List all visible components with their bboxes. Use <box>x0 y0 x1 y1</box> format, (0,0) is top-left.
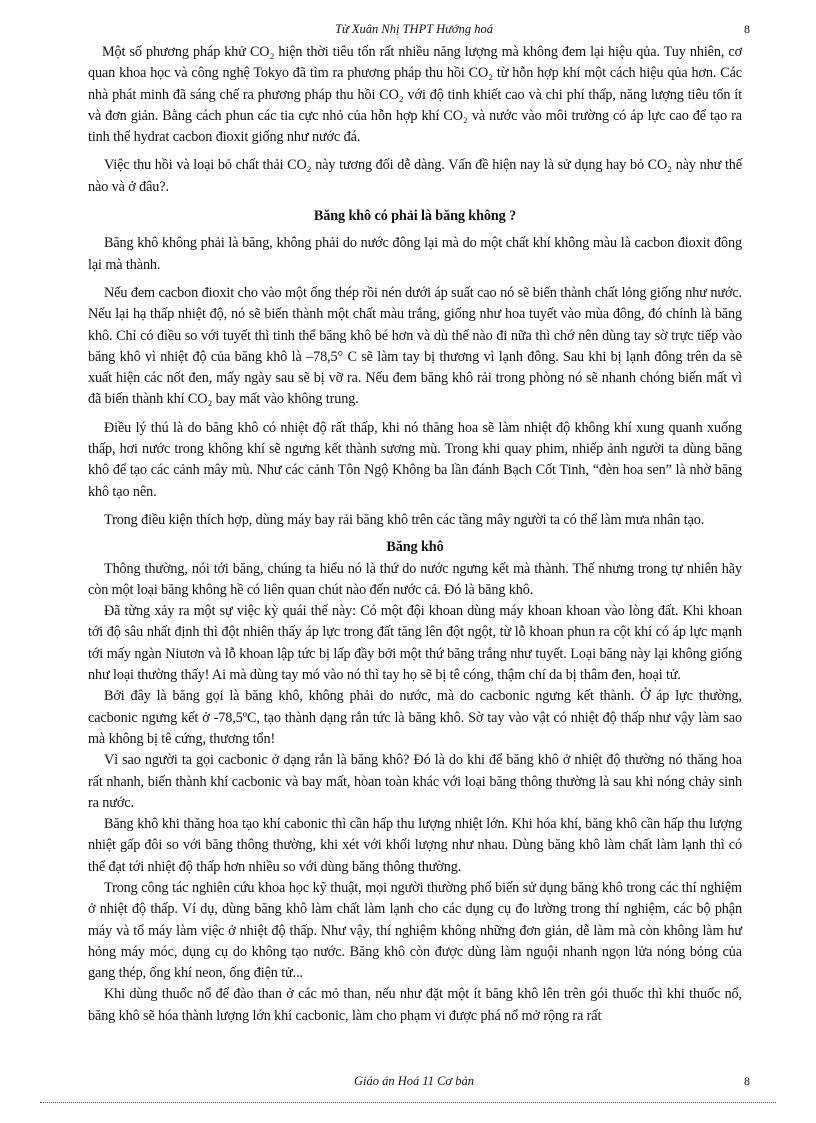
footer-page-number: 8 <box>744 1074 750 1088</box>
paragraph: Trong điều kiện thích hợp, dùng máy bay rải băng khô trên các tầng mây người ta có thể làm mưa nhân tạo. <box>104 511 705 528</box>
paragraph: Một số phương pháp khử CO₂ hiện thời tiêu tốn rất nhiều năng lượng mà không đem lại hiệu qủa. Tuy nhiên, cơ quan khoa học và công nghệ Tokyo đã tìm ra phương pháp thu hồi CO₂ từ hỗn hợp khí một cách hiệu qủa hơn. Các nhà phát minh đã sáng chế ra phương pháp thu hồi CO₂ với độ tinh khiết cao và chi phí thấp, năng lượng tiêu tốn ít và đơn giản. Bằng cách phun các tia cực nhỏ của hỗn hợp khí CO₂ và nước vào môi trường có áp lực cao để tạo ra tinh thể hydrat cacbon đioxit giống như nước đá. <box>88 44 742 146</box>
section-heading: Băng khô có phải là băng không ? <box>313 208 517 225</box>
paragraph: Thông thường, nói tới băng, chúng ta hiểu nó là thứ do nước ngưng kết mà thành. Thế nhưng trong tự nhiên hãy còn một loại băng không hề có liên quan chút nào đến nước cả. Đó là băng khô. <box>88 560 742 598</box>
header-page-number: 8 <box>744 22 750 36</box>
paragraph: Vì sao người ta gọi cacbonic ở dạng rắn là băng khô? Đó là do khi để băng khô ở nhiệt độ thường nó thăng hoa rất nhanh, biến thành khí cacbonic và bay mất, hòan toàn khác với loại băng thông thường là sau khi nóng chảy sinh ra nước. <box>88 752 742 811</box>
paragraph: Khi dùng thuốc nổ để đào than ở các mỏ than, nếu như đặt một ít băng khô lên trên gói thuốc thì khi thuốc nổ, băng khô sẽ hóa thành lượng lớn khí cacbonic, làm cho phạm vi được phá nổ mở rộng ra rất <box>88 986 742 1024</box>
paragraph: Nếu đem cacbon đioxit cho vào một ống thép rồi nén dưới áp suất cao nó sẽ biến thành chất lỏng giống như nước. Nếu lại hạ thấp nhiệt độ, nó sẽ biến thành một chất màu trắng, giống như hoa tuyết vào mùa đông, đó chính là băng khô. Chỉ có điều so với tuyết thì tinh thể băng khô bé hơn và dù thế nào đi nữa thì chớ nên dùng tay sờ trực tiếp vào băng khô vì nhiệt độ của băng khô là –78,5° C sẽ làm tay bị thương vì lạnh đông. Sau khi bị lạnh đông trên da sẽ xuất hiện các nốt đen, mấy ngày sau sẽ bị vỡ ra. Nếu đem băng khô rải trong phòng nó sẽ nhanh chóng biến mất vì đã biến thành khí CO₂ bay mất vào không trung. <box>88 284 742 408</box>
header-title: Từ Xuân Nhị THPT Hướng hoá <box>335 22 493 36</box>
paragraph: Đã từng xảy ra một sự việc kỳ quái thế này: Có một đội khoan dùng máy khoan khoan vào lòng đất. Khi khoan tới độ sâu nhất định thì đột nhiên thấy áp lực trong đất tăng lên đột ngột, từ lỗ khoan phun ra cột khí có áp lực mạnh tới mấy ngàn Niutơn và lỗ khoan lập tức bị lấp đầy bởi một thứ băng trắng như tuyết. Loại băng này lại không giống như loại thường thấy! Ai mà dùng tay mó vào nó thì tay họ sẽ bị tê cóng, thậm chí da bị thâm đen, hoại tử. <box>88 603 742 684</box>
document-body <box>88 42 742 1027</box>
paragraph: Trong công tác nghiên cứu khoa học kỹ thuật, mọi người thường phổ biến sử dụng băng khô trong các thí nghiệm ở nhiệt độ thấp. Ví dụ, dùng băng khô làm chất làm lạnh cho các dụng cụ đo lường trong thí nghiệm, các bộ phận máy và tổ máy làm việc ở nhiệt độ thấp. Như vậy, thí nghiệm không những đơn giản, dễ làm mà còn không làm hư hỏng máy móc, dụng cụ do không tạo nước. Băng khô còn được dùng làm nguội nhanh ngọn lửa nóng bỏng của gang thép, ống khí neon, ống điện tử... <box>88 879 742 982</box>
paragraph: Điều lý thú là do băng khô có nhiệt độ rất thấp, khi nó thăng hoa sẽ làm nhiệt độ không khí xung quanh xuống thấp, hơi nước trong không khí sẽ ngưng kết thành sương mù. Trong khi quay phim, nhiếp ảnh người ta dùng băng khô để tạo các cảnh mây mù. Như các cảnh Tôn Ngộ Không ba lần đánh Bạch Cốt Tinh, “đèn hoa sen” là nhờ băng khô tạo nên. <box>88 419 742 500</box>
section-heading: Băng khô <box>386 539 444 556</box>
paragraph: Băng khô khi thăng hoa tạo khí cabonic thì cần hấp thu lượng nhiệt lớn. Khi hóa khí, băng khô cần hấp thu lượng nhiệt gấp đôi so với băng thông thường, khi xét với khối lượng như nhau. Dùng băng khô làm chất làm lạnh thì có thể đạt tới nhiệt độ thấp hơn nhiều so với dùng băng thông thường. <box>88 816 742 875</box>
page-header <box>88 22 750 42</box>
paragraph: Băng khô không phải là băng, không phải do nước đông lại mà do một chất khí không màu là cacbon đioxit đông lại mà thành. <box>88 235 742 273</box>
footer-divider <box>40 1102 776 1103</box>
paragraph: Bởi đây là băng gọi là băng khô, không phải do nước, mà do cacbonic ngưng kết thành. Ở áp lực thường, cacbonic ngưng kết ở -78,5ºC, tạo thành dạng rắn tức là băng khô. Sờ tay vào vật có nhiệt độ thấp như vậy làm sao mà không bị tê cứng, thương tổn! <box>88 688 742 747</box>
footer-title: Giáo án Hoá 11 Cơ bản <box>354 1074 474 1088</box>
paragraph: Việc thu hồi và loại bỏ chất thải CO₂ này tương đối dễ dàng. Vấn đề hiện nay là sử dụng hay bỏ CO₂ này như thế nào và ở đâu?. <box>88 157 742 195</box>
page-footer <box>88 1074 750 1094</box>
